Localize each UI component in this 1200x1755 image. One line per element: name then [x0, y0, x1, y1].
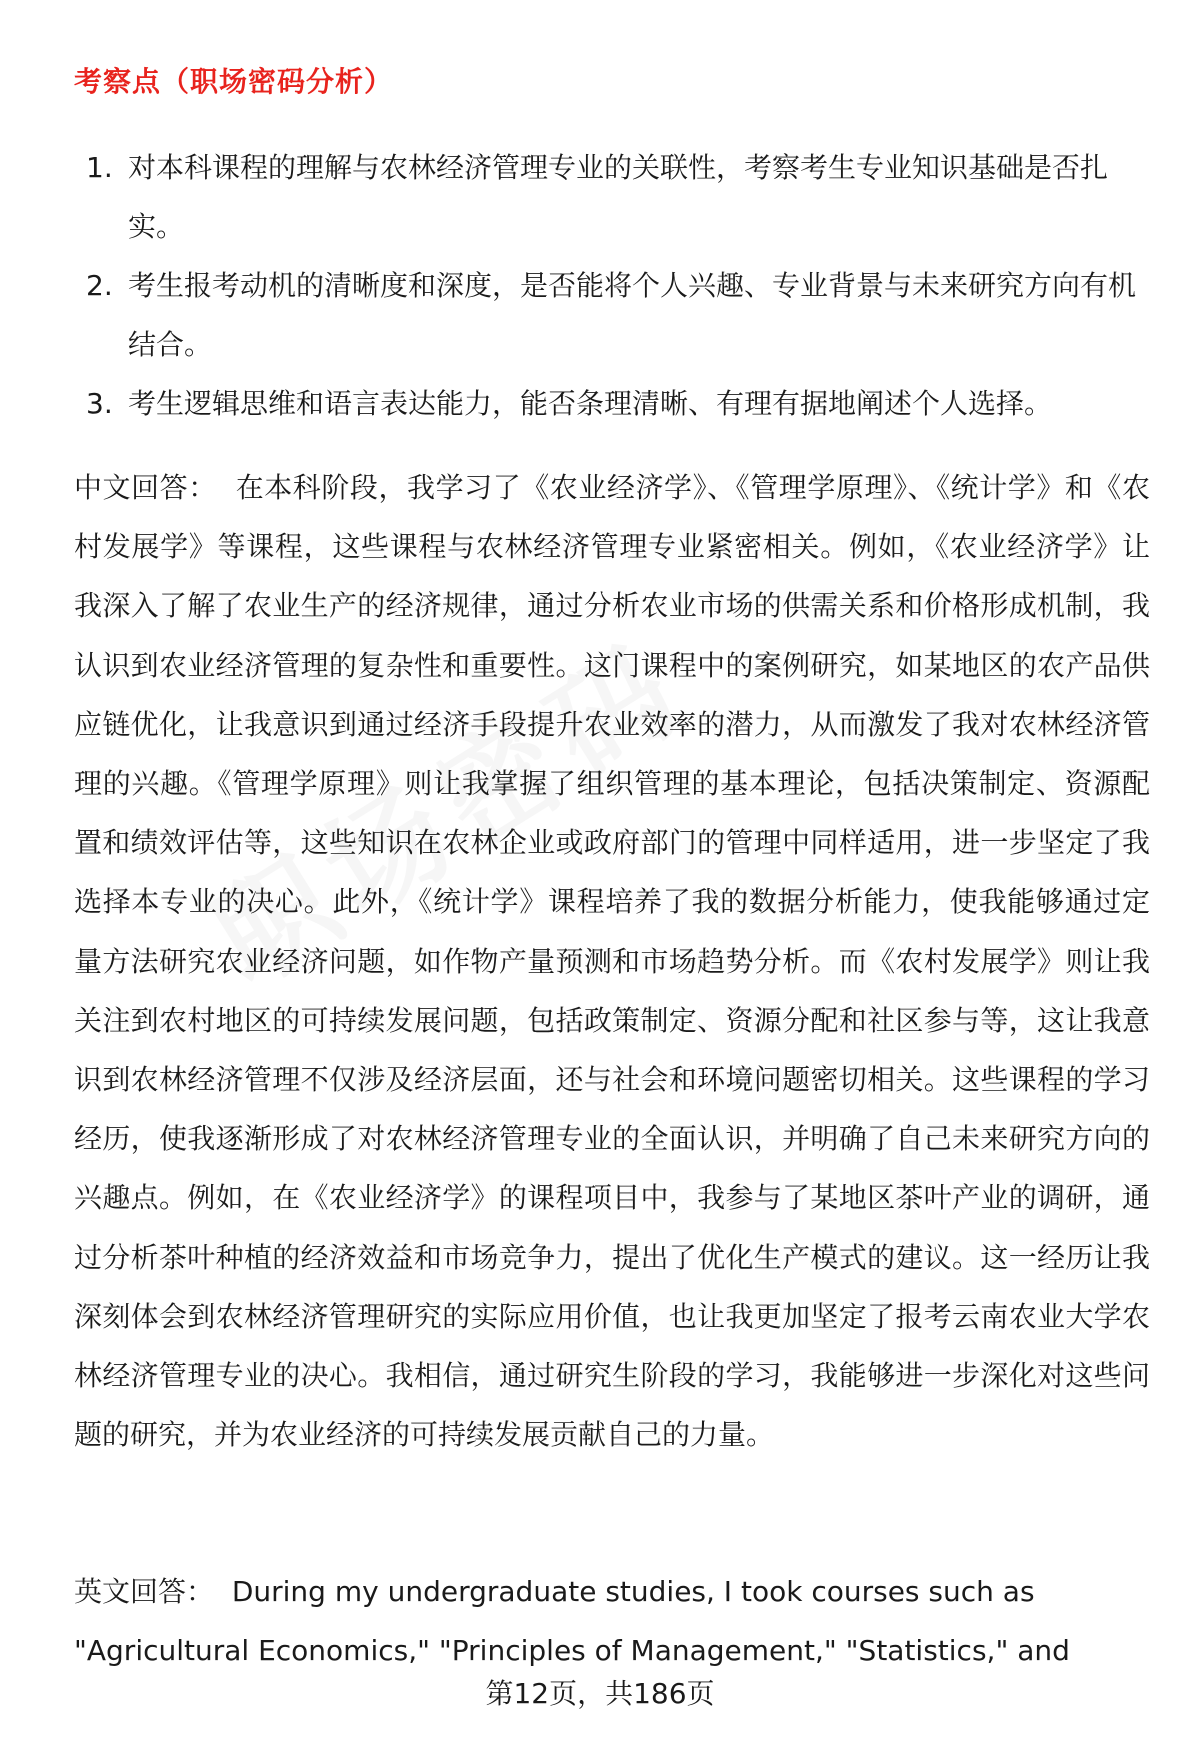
- list-item: [74, 256, 1150, 374]
- chinese-answer-label: 中文回答：: [74, 471, 217, 504]
- english-answer-gap: [214, 1575, 232, 1608]
- list-item-text: 考生报考动机的清晰度和深度，是否能将个人兴趣、专业背景与未来研究方向有机结合。: [128, 269, 1137, 361]
- english-answer-label: 英文回答：: [74, 1575, 215, 1608]
- page-number-footer: 第12页，共186页: [485, 1677, 715, 1710]
- chinese-answer-text: 在本科阶段，我学习了《农业经济学》、《管理学原理》、《统计学》和《农村发展学》等课程，这些课程与农林经济管理专业紧密相关。例如，《农业经济学》让我深入了解了农业生产的经济规律，通过分析农业市场的供需关系和价格形成机制，我认识到农业经济管理的复杂性和重要性。这门课程中的案例研究，如某地区的农产品供应链优化，让我意识到通过经济手段提升农业效率的潜力，从而激发了我对农林经济管理的兴趣。《管理学原理》则让我掌握了组织管理的基本理论，包括决策制定、资源配置和绩效评估等，这些知识在农林企业或政府部门的管理中同样适用，进一步坚定了我选择本专业的决心。此外，《统计学》课程培养了我的数据分析能力，使我能够通过定量方法研究农业经济问题，如作物产量预测和市场趋势分析。而《农村发展学》则让我关注到农村地区的可持续发展问题，包括政策制定、资源分配和社区参与等，这让我意识到农林经济管理不仅涉及经济层面，还与社会和环境问题密切相关。这些课程的学习经历，使我逐渐形成了对农林经济管理专业的全面认识，并明确了自己未来研究方向的兴趣点。例如，在《农业经济学》的课程项目中，我参与了某地区茶叶产业的调研，通过分析茶叶种植的经济效益和市场竞争力，提出了优化生产模式的建议。这一经历让我深刻体会到农林经济管理研究的实际应用价值，也让我更加坚定了报考云南农业大学农林经济管理专业的决心。我相信，通过研究生阶段的学习，我能够进一步深化对这些问题的研究，并为农业经济的可持续发展贡献自己的力量。: [74, 471, 1150, 1452]
- chinese-answer-gap: [217, 471, 236, 504]
- english-answer-paragraph: [74, 1562, 1150, 1680]
- english-answer-text: During my undergraduate studies, I took courses such as "Agricultural Economics," "Principles of Management," "Statistics," and: [74, 1575, 1070, 1667]
- list-item-number: 3.: [86, 387, 113, 420]
- list-item-number: 1.: [86, 151, 113, 184]
- list-item: [74, 374, 1150, 433]
- list-item-text: 对本科课程的理解与农林经济管理专业的关联性，考察考生专业知识基础是否扎实。: [128, 151, 1109, 243]
- list-item-text: 考生逻辑思维和语言表达能力，能否条理清晰、有理有据地阐述个人选择。: [128, 387, 1053, 420]
- chinese-answer-paragraph: [74, 458, 1150, 1464]
- list-item: [74, 138, 1150, 256]
- exam-points-list: [74, 138, 1150, 433]
- list-item-number: 2.: [86, 269, 113, 302]
- section-title: 考察点（职场密码分析）: [74, 65, 394, 98]
